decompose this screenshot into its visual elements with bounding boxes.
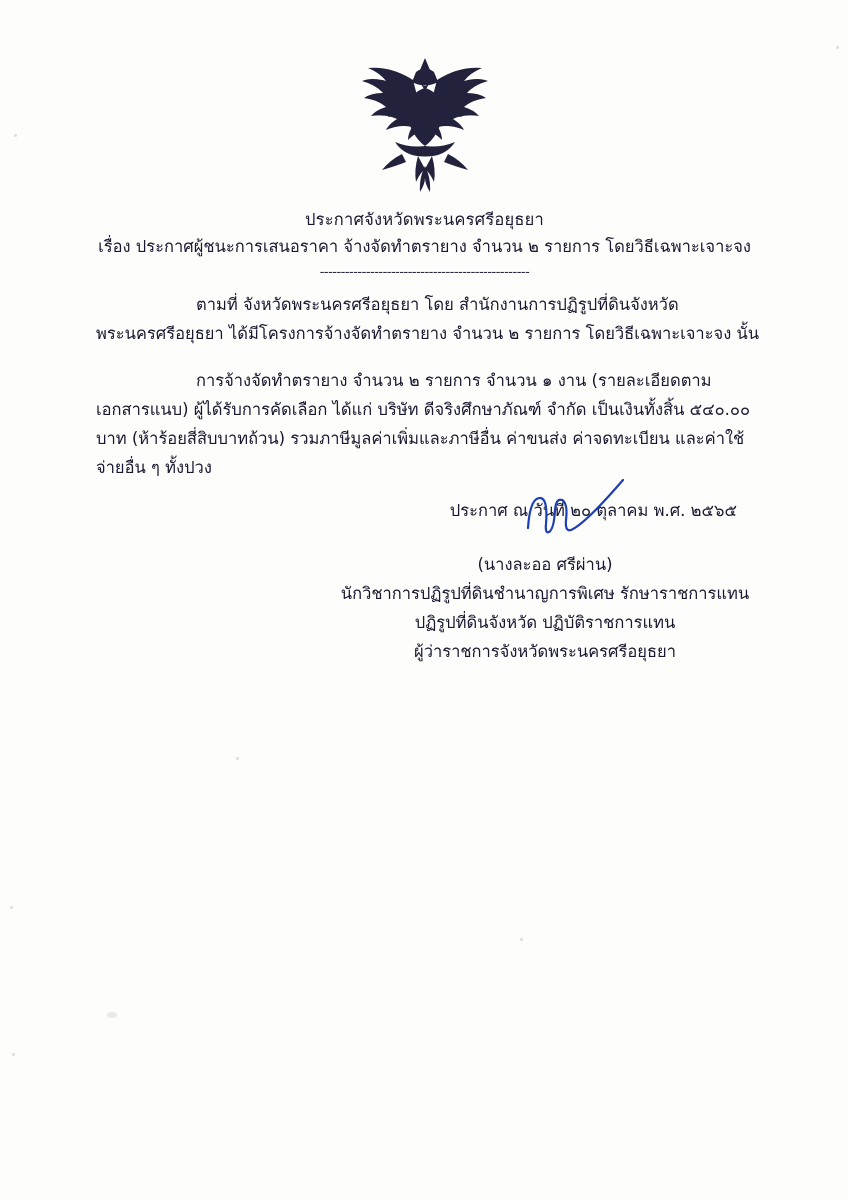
signer-role-line-3: ผู้ว่าราชการจังหวัดพระนครศรีอยุธยา xyxy=(414,642,676,661)
scan-speck xyxy=(12,1053,15,1056)
announced-date: ประกาศ ณ วันที่ ๒๐ ตุลาคม พ.ศ. ๒๕๖๕ xyxy=(449,501,737,520)
signature-block xyxy=(330,480,760,666)
signature-mark xyxy=(330,480,760,550)
emblem-container xyxy=(0,50,849,195)
scan-speck xyxy=(10,906,13,909)
page-title: ประกาศจังหวัดพระนครศรีอยุธยา xyxy=(304,210,544,229)
garuda-emblem xyxy=(350,50,500,195)
handwritten-signature-icon xyxy=(520,476,630,546)
scan-speck xyxy=(107,1012,117,1018)
document-header xyxy=(0,207,849,280)
signer-name: (นางละออ ศรีผ่าน) xyxy=(477,555,613,574)
scan-speck xyxy=(236,757,239,760)
document-subject: เรื่อง ประกาศผู้ชนะการเสนอราคา จ้างจัดทำตรายาง จำนวน ๒ รายการ โดยวิธีเฉพาะเจาะจง xyxy=(98,237,751,256)
signer-role-line-1: นักวิชาการปฏิรูปที่ดินชำนาญการพิเศษ รักษาราชการแทน xyxy=(340,584,750,603)
paragraph-2: การจ้างจัดทำตรายาง จำนวน ๒ รายการ จำนวน ๑ งาน (รายละเอียดตามเอกสารแนบ) ผู้ได้รับการคัดเลือก ได้แก่ บริษัท ดีจริงศึกษาภัณฑ์ จำกัด เป็นเงินทั้งสิ้น ๕๔๐.๐๐ บาท (ห้าร้อยสี่สิบบาทถ้วน) รวมภาษีมูลค่าเพิ่มและภาษีอื่น ค่าขนส่ง ค่าจดทะเบียน และค่าใช้จ่ายอื่น ๆ ทั้งปวง xyxy=(96,371,751,477)
scan-speck xyxy=(520,938,523,941)
signer-role-line-2: ปฏิรูปที่ดินจังหวัด ปฏิบัติราชการแทน xyxy=(414,613,676,632)
header-divider: -------------------------------------------------- xyxy=(319,265,530,280)
paragraph-1: ตามที่ จังหวัดพระนครศรีอยุธยา โดย สำนักงานการปฏิรูปที่ดินจังหวัดพระนครศรีอยุธยา ได้มีโครงการจ้างจัดทำตรายาง จำนวน ๒ รายการ โดยวิธีเฉพาะเจาะจง นั้น xyxy=(96,295,760,343)
scan-speck xyxy=(836,46,839,49)
